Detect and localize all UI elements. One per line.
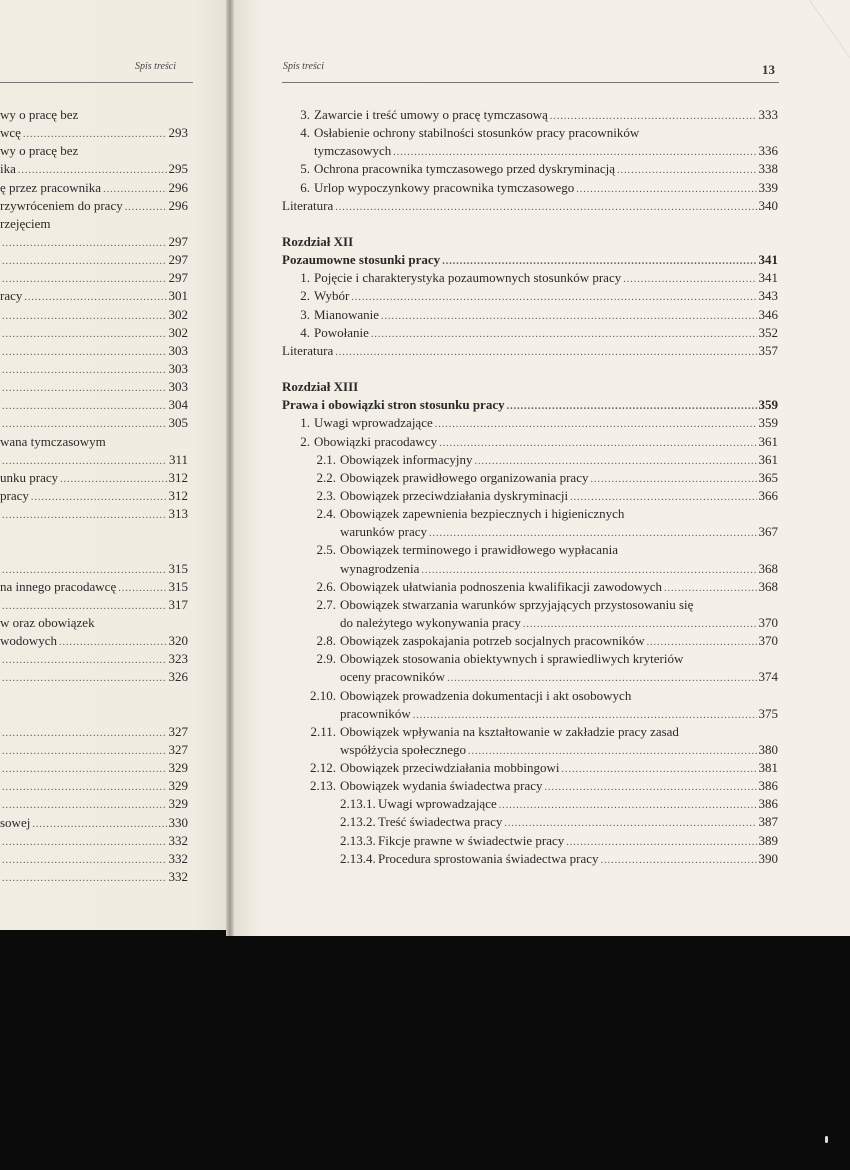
toc-entry: [282, 723, 778, 741]
entry-page: 370: [758, 633, 778, 649]
entry-title: Pojęcie i charakterystyka pozaumownych stosunków pracy: [314, 270, 622, 286]
entry-page: 389: [758, 832, 778, 848]
entry-page: 313: [168, 506, 188, 522]
entry-number: 1.: [300, 415, 310, 431]
entry-page: 329: [168, 778, 188, 794]
entry-page: 303: [168, 360, 188, 376]
right-page: [232, 0, 850, 936]
entry-number: [282, 850, 378, 868]
entry-number-text: 2.13.2.: [340, 814, 376, 830]
toc-entry: [282, 668, 778, 686]
toc-entry: [282, 306, 778, 324]
header-rule: [282, 82, 779, 83]
toc-entry: [282, 832, 778, 850]
entry-number: 2.13.: [310, 778, 336, 794]
entry-number: 6.: [300, 179, 310, 195]
entry-title: Literatura: [282, 197, 334, 213]
toc-entry: [0, 668, 188, 686]
entry-number: 2.1.: [316, 451, 336, 467]
entry-number: 3.: [300, 306, 310, 322]
toc-entry: [0, 850, 188, 868]
toc-entry: [0, 233, 188, 251]
entry-page: 361: [758, 451, 778, 467]
entry-page: 329: [168, 796, 188, 812]
entry-number: 2.10.: [310, 687, 336, 703]
entry-title: Rozdział XII: [282, 233, 354, 249]
entry-number: 4.: [300, 324, 310, 340]
toc-entry: [282, 813, 778, 831]
toc-section: [0, 723, 188, 886]
toc-entry: [0, 142, 188, 160]
entry-page: 339: [758, 179, 778, 195]
entry-page: 304: [168, 397, 188, 413]
toc-entry: [0, 632, 188, 650]
toc-entry: [282, 342, 778, 360]
book-gutter: [226, 0, 234, 936]
toc-entry: [0, 378, 188, 396]
toc-entry: [0, 487, 188, 505]
toc-entry: [0, 650, 188, 668]
toc-entry: [0, 251, 188, 269]
entry-number: 2.4.: [316, 506, 336, 522]
entry-title: Literatura: [282, 342, 334, 358]
entry-page: 297: [168, 270, 188, 286]
entry-page: 315: [168, 560, 188, 576]
toc-entry: [0, 197, 188, 215]
entry-number: 2.8.: [316, 633, 336, 649]
entry-page: 341: [758, 270, 778, 286]
dot-leader: [335, 199, 756, 217]
entry-page: 332: [168, 868, 188, 884]
toc-entry: [0, 814, 188, 832]
entry-page: 380: [758, 741, 778, 757]
dot-leader: [335, 344, 756, 362]
entry-page: 305: [168, 415, 188, 431]
entry-page: 311: [168, 451, 188, 467]
toc-entry: [0, 832, 188, 850]
entry-page: 361: [758, 433, 778, 449]
toc-entry: [0, 269, 188, 287]
toc-entry: [282, 433, 778, 451]
toc-entry: [0, 505, 188, 523]
entry-title: Obowiązek zapewnienia bezpiecznych i higienicznych: [340, 506, 625, 522]
toc-entry: [0, 451, 188, 469]
toc-entry: [282, 106, 778, 124]
entry-title: rzywróceniem do pracy: [0, 197, 123, 213]
entry-page: 343: [758, 288, 778, 304]
running-head: Spis treści: [135, 61, 177, 72]
entry-title: wana tymczasowym: [0, 433, 106, 449]
toc-section: [282, 378, 778, 868]
entry-title: w oraz obowiązek: [0, 614, 95, 630]
toc-entry: [282, 487, 778, 505]
entry-title: Obowiązek prowadzenia dokumentacji i akt osobowych: [340, 687, 632, 703]
toc-entry: [282, 179, 778, 197]
entry-title: tymczasowych: [314, 143, 392, 159]
toc-entry: [282, 197, 778, 215]
entry-title: Obowiązek przeciwdziałania dyskryminacji: [340, 487, 569, 503]
toc-entry: [0, 342, 188, 360]
entry-page: 368: [758, 578, 778, 594]
entry-page: 329: [168, 760, 188, 776]
entry-number: 2.11.: [310, 723, 336, 739]
entry-page: 365: [758, 469, 778, 485]
entry-number: 2.: [300, 433, 310, 449]
entry-page: 296: [168, 179, 188, 195]
entry-title: ę przez pracownika: [0, 179, 102, 195]
entry-number: 3.: [300, 107, 310, 122]
entry-number: [282, 813, 378, 831]
toc-entry: [0, 160, 188, 178]
entry-page: 297: [168, 233, 188, 249]
entry-page: 390: [758, 850, 778, 866]
toc-entry: [0, 723, 188, 741]
toc-entry: [282, 578, 778, 596]
entry-number-text: 2.13.4.: [340, 850, 376, 866]
entry-title: Obowiązek informacyjny: [340, 451, 473, 467]
scan-speck: [825, 1136, 828, 1143]
entry-page: 332: [168, 832, 188, 848]
toc-entry: [282, 160, 778, 178]
toc-entry: [0, 687, 188, 705]
dot-leader: [2, 870, 167, 888]
entry-page: 303: [168, 379, 188, 395]
toc-section: [282, 106, 778, 215]
entry-title: Obowiązek prawidłowego organizowania pracy: [340, 469, 589, 485]
entry-number: 2.2.: [316, 469, 336, 485]
entry-page: 357: [758, 342, 778, 358]
entry-title: Obowiązek stwarzania warunków sprzyjających przystosowaniu się: [340, 596, 694, 612]
entry-number: 4.: [300, 125, 310, 141]
toc-entry: [0, 777, 188, 795]
entry-page: 297: [168, 252, 188, 268]
entry-title: pracowników: [340, 705, 411, 721]
toc-section: [282, 233, 778, 360]
toc-entry: [0, 179, 188, 197]
toc-entry: [0, 523, 188, 541]
entry-page: 320: [168, 633, 188, 649]
toc-entry: [282, 687, 778, 705]
running-head: Spis treści: [283, 61, 325, 72]
toc-entry: [282, 505, 778, 523]
entry-title: Osłabienie ochrony stabilności stosunków pracy pracowników: [314, 125, 640, 141]
entry-number: 5.: [300, 161, 310, 177]
toc-entry: [0, 741, 188, 759]
entry-page: 336: [758, 143, 778, 159]
entry-title: Obowiązek ułatwiania podnoszenia kwalifikacji zawodowych: [340, 578, 662, 594]
entry-title: Wybór: [314, 288, 350, 304]
entry-title: unku pracy: [0, 469, 59, 485]
header-rule: [0, 82, 193, 83]
entry-number-text: 2.13.1.: [340, 796, 376, 812]
entry-title: oceny pracowników: [340, 669, 446, 685]
entry-page: 303: [168, 342, 188, 358]
toc-entry: [0, 560, 188, 578]
toc-entry: [282, 650, 778, 668]
entry-title: Prawa i obowiązki stron stosunku pracy: [282, 397, 505, 413]
toc-entry: [282, 287, 778, 305]
entry-title: wcę: [0, 125, 21, 141]
entry-page: 359: [758, 397, 778, 413]
toc-section: [0, 106, 188, 523]
toc-entry: [282, 396, 778, 414]
toc-entry: [0, 614, 188, 632]
entry-page: 340: [758, 197, 778, 213]
entry-page: 332: [168, 850, 188, 866]
entry-title: Rozdział XIII: [282, 379, 359, 395]
entry-title: współżycia społecznego: [340, 741, 466, 757]
entry-number: 1.: [300, 270, 310, 286]
entry-title: ika: [0, 161, 16, 177]
entry-title: Procedura sprostowania świadectwa pracy: [378, 850, 599, 866]
toc-entry: [0, 868, 188, 886]
toc-entry: [0, 469, 188, 487]
entry-title: warunków pracy: [340, 524, 427, 540]
entry-page: 302: [168, 324, 188, 340]
toc-entry: [0, 414, 188, 432]
entry-title: Obowiązek stosowania obiektywnych i sprawiedliwych kryteriów: [340, 651, 684, 667]
toc-entry: [282, 759, 778, 777]
toc-entry: [282, 705, 778, 723]
entry-page: 381: [758, 760, 778, 776]
entry-page: 293: [168, 125, 188, 141]
entry-title: pracy: [0, 487, 29, 503]
entry-page: 370: [758, 614, 778, 630]
table-of-contents-right: [282, 106, 778, 868]
entry-page: 326: [168, 669, 188, 685]
toc-entry: [0, 759, 188, 777]
entry-page: 368: [758, 560, 778, 576]
toc-entry: [282, 560, 778, 578]
toc-entry: [0, 578, 188, 596]
entry-title: Zawarcie i treść umowy o pracę tymczasową: [314, 107, 548, 122]
toc-entry: [282, 251, 778, 269]
entry-page: 312: [168, 469, 188, 485]
entry-page: 301: [168, 288, 188, 304]
entry-title: Uwagi wprowadzające: [314, 415, 433, 431]
page-number: 13: [762, 62, 775, 77]
toc-entry: [0, 215, 188, 233]
entry-title: Pozaumowne stosunki pracy: [282, 252, 441, 268]
toc-entry: [0, 306, 188, 324]
entry-title: wynagrodzenia: [340, 560, 420, 576]
entry-page: 367: [758, 524, 778, 540]
entry-number: 2.9.: [316, 651, 336, 667]
entry-title: Obowiązek wpływania na kształtowanie w zakładzie pracy zasad: [340, 723, 679, 739]
entry-number: 2.3.: [316, 487, 336, 503]
entry-page: 375: [758, 705, 778, 721]
toc-entry: [282, 324, 778, 342]
toc-entry: [282, 614, 778, 632]
entry-page: 352: [758, 324, 778, 340]
toc-entry: [282, 795, 778, 813]
toc-entry: [0, 287, 188, 305]
entry-page: 323: [168, 651, 188, 667]
entry-title: Obowiązek wydania świadectwa pracy: [340, 778, 543, 794]
toc-entry: [282, 469, 778, 487]
entry-title: Ochrona pracownika tymczasowego przed dyskryminacją: [314, 161, 616, 177]
toc-entry: [282, 142, 778, 160]
entry-title: Uwagi wprowadzające: [378, 796, 497, 812]
toc-entry: [282, 541, 778, 559]
entry-page: 315: [168, 578, 188, 594]
toc-entry: [282, 596, 778, 614]
toc-entry: [282, 632, 778, 650]
toc-entry: [0, 433, 188, 451]
toc-entry: [0, 124, 188, 142]
toc-section: [0, 560, 188, 687]
entry-title: Fikcje prawne w świadectwie pracy: [378, 832, 565, 848]
entry-number-text: 2.13.3.: [340, 832, 376, 848]
page-corner-fold: [809, 0, 850, 60]
toc-entry: [282, 124, 778, 142]
entry-page: 341: [758, 252, 778, 268]
entry-page: 302: [168, 306, 188, 322]
toc-entry: [282, 741, 778, 759]
toc-entry: [282, 269, 778, 287]
entry-page: 327: [168, 741, 188, 757]
entry-title: na innego pracodawcę: [0, 578, 117, 594]
entry-title: racy: [0, 288, 23, 304]
toc-entry: [282, 378, 778, 396]
toc-entry: [0, 106, 188, 124]
entry-page: 312: [168, 487, 188, 503]
entry-title: wy o pracę bez: [0, 143, 79, 159]
entry-page: 296: [168, 197, 188, 213]
toc-entry: [282, 414, 778, 432]
entry-title: sowej: [0, 814, 31, 830]
toc-entry: [0, 360, 188, 378]
toc-section: [0, 523, 188, 559]
entry-title: Mianowanie: [314, 306, 379, 322]
toc-entry: [282, 850, 778, 868]
entry-title: wy o pracę bez: [0, 107, 79, 122]
entry-number: 2.6.: [316, 578, 336, 594]
entry-number: 2.7.: [316, 596, 336, 612]
entry-title: Powołanie: [314, 324, 369, 340]
table-of-contents-left: [0, 106, 188, 886]
entry-title: Treść świadectwa pracy: [378, 814, 503, 830]
toc-entry: [282, 523, 778, 541]
toc-entry: [282, 777, 778, 795]
entry-title: Obowiązek przeciwdziałania mobbingowi: [340, 760, 560, 776]
entry-page: 295: [168, 161, 188, 177]
toc-entry: [0, 324, 188, 342]
entry-number: 2.5.: [316, 542, 336, 558]
entry-page: 330: [168, 814, 188, 830]
entry-page: 333: [758, 107, 778, 122]
entry-title: Obowiązek zaspokajania potrzeb socjalnych pracowników: [340, 633, 645, 649]
entry-page: 327: [168, 723, 188, 739]
left-page: [0, 0, 228, 930]
entry-number: [282, 832, 378, 850]
toc-entry: [282, 451, 778, 469]
entry-page: 359: [758, 415, 778, 431]
entry-title: do należytego wykonywania pracy: [340, 614, 521, 630]
entry-page: 338: [758, 161, 778, 177]
entry-title: wodowych: [0, 633, 58, 649]
toc-section: [0, 687, 188, 723]
entry-page: 346: [758, 306, 778, 322]
toc-entry: [0, 396, 188, 414]
entry-page: 374: [758, 669, 778, 685]
entry-number: 2.: [300, 288, 310, 304]
entry-page: 386: [758, 778, 778, 794]
entry-number: 2.12.: [310, 760, 336, 776]
entry-page: 387: [758, 814, 778, 830]
toc-entry: [0, 596, 188, 614]
entry-page: 386: [758, 796, 778, 812]
entry-title: Obowiązki pracodawcy: [314, 433, 438, 449]
dot-leader: [601, 852, 757, 870]
entry-number: [282, 795, 378, 813]
entry-title: rzejęciem: [0, 215, 51, 231]
entry-title: Obowiązek terminowego i prawidłowego wypłacania: [340, 542, 618, 558]
entry-page: 366: [758, 487, 778, 503]
entry-title: Urlop wypoczynkowy pracownika tymczasowego: [314, 179, 575, 195]
entry-page: 317: [168, 596, 188, 612]
toc-entry: [0, 795, 188, 813]
toc-entry: [282, 233, 778, 251]
